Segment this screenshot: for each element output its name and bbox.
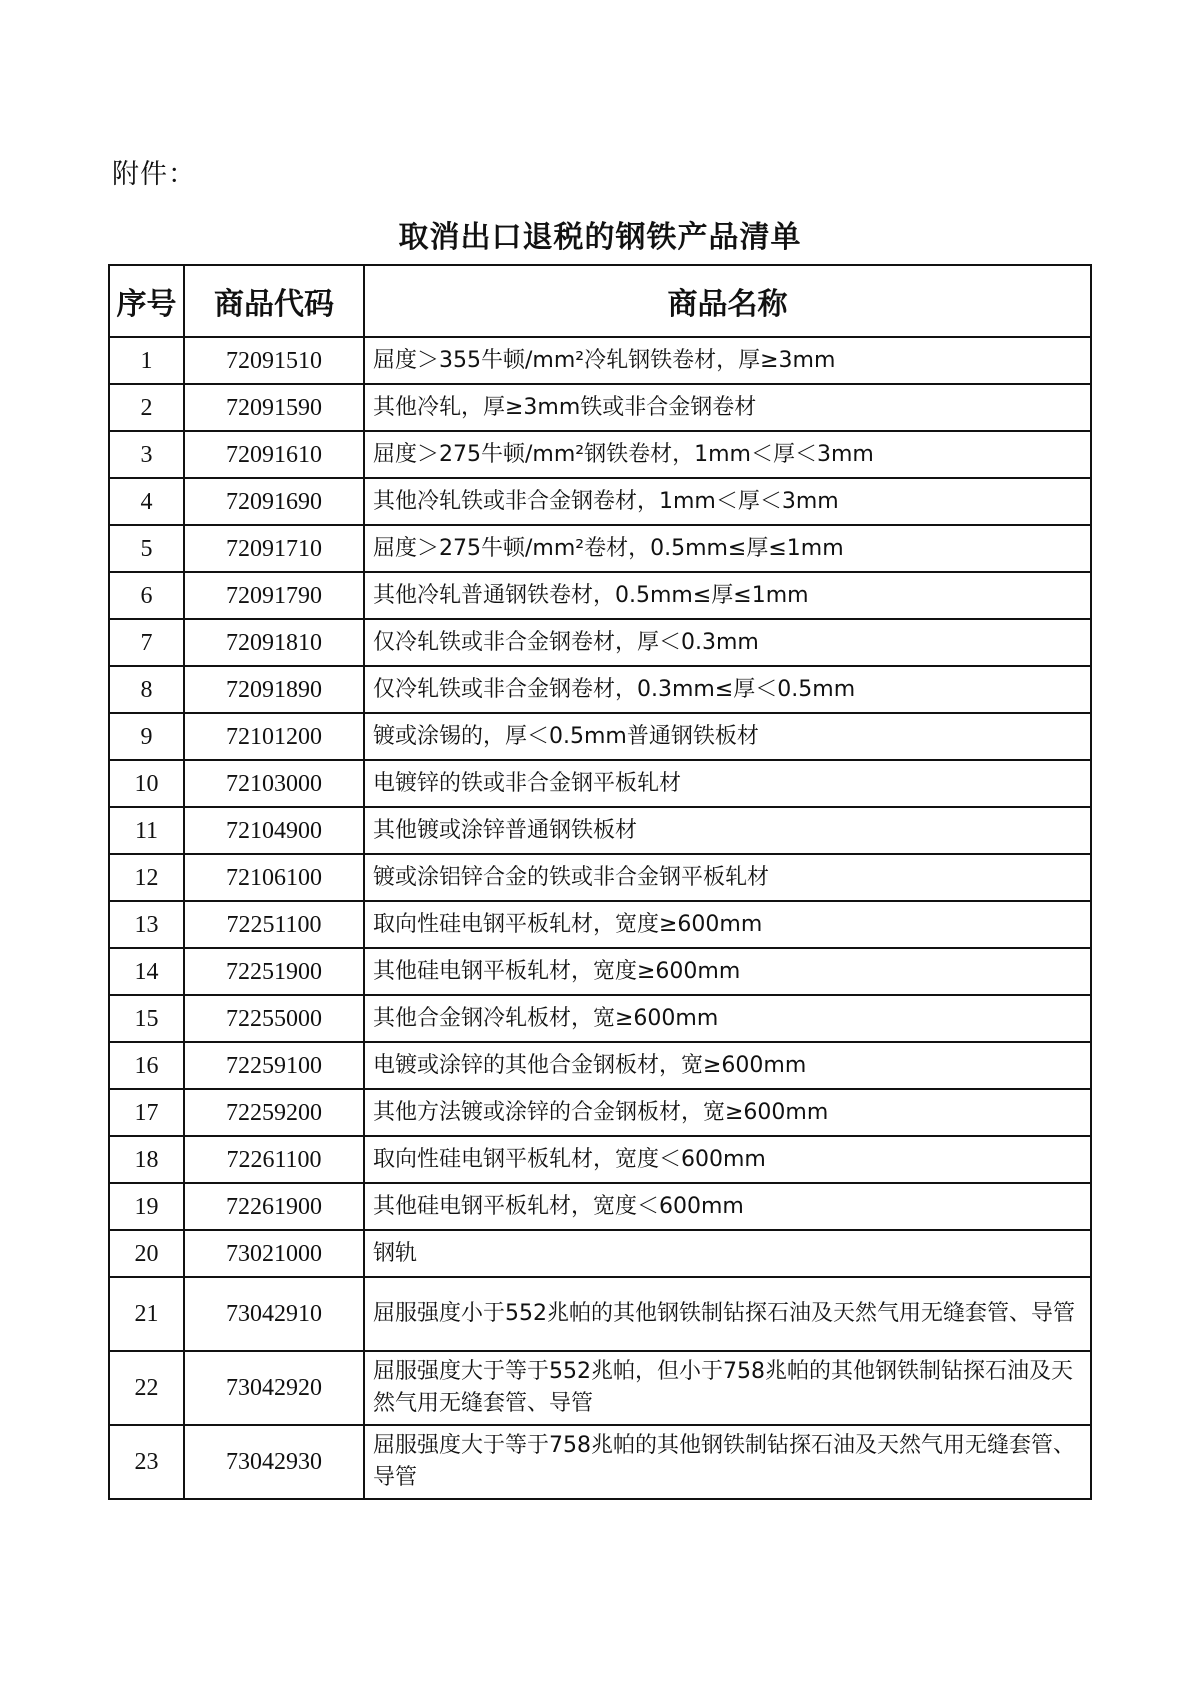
- row-number: 21: [109, 1277, 184, 1351]
- table-row: [109, 1425, 1091, 1499]
- table-row: [109, 901, 1091, 948]
- row-name: 其他硅电钢平板轧材，宽度≥600mm: [364, 948, 1091, 995]
- table-row: [109, 619, 1091, 666]
- row-name: 镀或涂铝锌合金的铁或非合金钢平板轧材: [364, 854, 1091, 901]
- row-number: 10: [109, 760, 184, 807]
- row-code: 72091590: [184, 384, 364, 431]
- row-number: 18: [109, 1136, 184, 1183]
- row-code: 72091610: [184, 431, 364, 478]
- row-name: 其他合金钢冷轧板材，宽≥600mm: [364, 995, 1091, 1042]
- header-serial-number: 序号: [109, 265, 184, 337]
- row-name: 电镀锌的铁或非合金钢平板轧材: [364, 760, 1091, 807]
- row-name: 钢轨: [364, 1230, 1091, 1277]
- row-code: 73042910: [184, 1277, 364, 1351]
- row-number: 20: [109, 1230, 184, 1277]
- header-product-code: 商品代码: [184, 265, 364, 337]
- row-name: 屈服强度大于等于552兆帕，但小于758兆帕的其他钢铁制钻探石油及天然气用无缝套管、导管: [364, 1351, 1091, 1425]
- row-code: 72259200: [184, 1089, 364, 1136]
- row-number: 4: [109, 478, 184, 525]
- row-number: 22: [109, 1351, 184, 1425]
- table-row: [109, 478, 1091, 525]
- table-row: [109, 337, 1091, 384]
- table-header-row: [109, 265, 1091, 337]
- row-name: 其他方法镀或涂锌的合金钢板材，宽≥600mm: [364, 1089, 1091, 1136]
- table-row: [109, 1089, 1091, 1136]
- row-code: 72091810: [184, 619, 364, 666]
- table-row: [109, 760, 1091, 807]
- row-name: 其他冷轧普通钢铁卷材，0.5mm≤厚≤1mm: [364, 572, 1091, 619]
- row-code: 72251900: [184, 948, 364, 995]
- row-number: 16: [109, 1042, 184, 1089]
- table-row: [109, 666, 1091, 713]
- row-number: 14: [109, 948, 184, 995]
- row-code: 72106100: [184, 854, 364, 901]
- row-name: 仅冷轧铁或非合金钢卷材，0.3mm≤厚＜0.5mm: [364, 666, 1091, 713]
- table-row: [109, 572, 1091, 619]
- attachment-label: 附件：: [112, 159, 196, 190]
- row-code: 72261900: [184, 1183, 364, 1230]
- row-code: 72103000: [184, 760, 364, 807]
- row-name: 电镀或涂锌的其他合金钢板材，宽≥600mm: [364, 1042, 1091, 1089]
- row-number: 1: [109, 337, 184, 384]
- table-row: [109, 384, 1091, 431]
- row-number: 8: [109, 666, 184, 713]
- row-number: 23: [109, 1425, 184, 1499]
- row-name: 仅冷轧铁或非合金钢卷材，厚＜0.3mm: [364, 619, 1091, 666]
- table-row: [109, 854, 1091, 901]
- row-number: 12: [109, 854, 184, 901]
- row-name: 其他冷轧铁或非合金钢卷材，1mm＜厚＜3mm: [364, 478, 1091, 525]
- row-number: 3: [109, 431, 184, 478]
- row-name: 镀或涂锡的，厚＜0.5mm普通钢铁板材: [364, 713, 1091, 760]
- row-number: 9: [109, 713, 184, 760]
- row-name: 取向性硅电钢平板轧材，宽度≥600mm: [364, 901, 1091, 948]
- table-row: [109, 1351, 1091, 1425]
- row-name: 屈度＞275牛顿/mm²卷材，0.5mm≤厚≤1mm: [364, 525, 1091, 572]
- row-code: 72091690: [184, 478, 364, 525]
- row-code: 72091710: [184, 525, 364, 572]
- table-row: [109, 807, 1091, 854]
- row-number: 2: [109, 384, 184, 431]
- row-number: 13: [109, 901, 184, 948]
- table-row: [109, 1277, 1091, 1351]
- row-code: 73021000: [184, 1230, 364, 1277]
- table-row: [109, 1042, 1091, 1089]
- row-code: 72104900: [184, 807, 364, 854]
- row-code: 72259100: [184, 1042, 364, 1089]
- row-code: 73042930: [184, 1425, 364, 1499]
- row-name: 屈度＞275牛顿/mm²钢铁卷材，1mm＜厚＜3mm: [364, 431, 1091, 478]
- row-number: 19: [109, 1183, 184, 1230]
- row-number: 11: [109, 807, 184, 854]
- row-number: 6: [109, 572, 184, 619]
- header-product-name: 商品名称: [364, 265, 1091, 337]
- table-row: [109, 1183, 1091, 1230]
- row-code: 72101200: [184, 713, 364, 760]
- row-name: 屈服强度大于等于758兆帕的其他钢铁制钻探石油及天然气用无缝套管、导管: [364, 1425, 1091, 1499]
- document-title: 取消出口退税的钢铁产品清单: [398, 220, 802, 255]
- table-row: [109, 948, 1091, 995]
- row-code: 72091790: [184, 572, 364, 619]
- row-number: 5: [109, 525, 184, 572]
- table-row: [109, 431, 1091, 478]
- row-name: 其他镀或涂锌普通钢铁板材: [364, 807, 1091, 854]
- row-code: 72261100: [184, 1136, 364, 1183]
- row-code: 72255000: [184, 995, 364, 1042]
- row-name: 屈服强度小于552兆帕的其他钢铁制钻探石油及天然气用无缝套管、导管: [364, 1277, 1091, 1351]
- table-row: [109, 1136, 1091, 1183]
- table-row: [109, 713, 1091, 760]
- row-name: 其他冷轧，厚≥3mm铁或非合金钢卷材: [364, 384, 1091, 431]
- row-name: 屈度＞355牛顿/mm²冷轧钢铁卷材，厚≥3mm: [364, 337, 1091, 384]
- product-list-table: [108, 264, 1092, 1500]
- row-number: 7: [109, 619, 184, 666]
- row-name: 其他硅电钢平板轧材，宽度＜600mm: [364, 1183, 1091, 1230]
- table-row: [109, 995, 1091, 1042]
- table-row: [109, 525, 1091, 572]
- row-code: 72251100: [184, 901, 364, 948]
- row-code: 72091510: [184, 337, 364, 384]
- row-number: 17: [109, 1089, 184, 1136]
- row-name: 取向性硅电钢平板轧材，宽度＜600mm: [364, 1136, 1091, 1183]
- row-code: 73042920: [184, 1351, 364, 1425]
- row-code: 72091890: [184, 666, 364, 713]
- table-row: [109, 1230, 1091, 1277]
- row-number: 15: [109, 995, 184, 1042]
